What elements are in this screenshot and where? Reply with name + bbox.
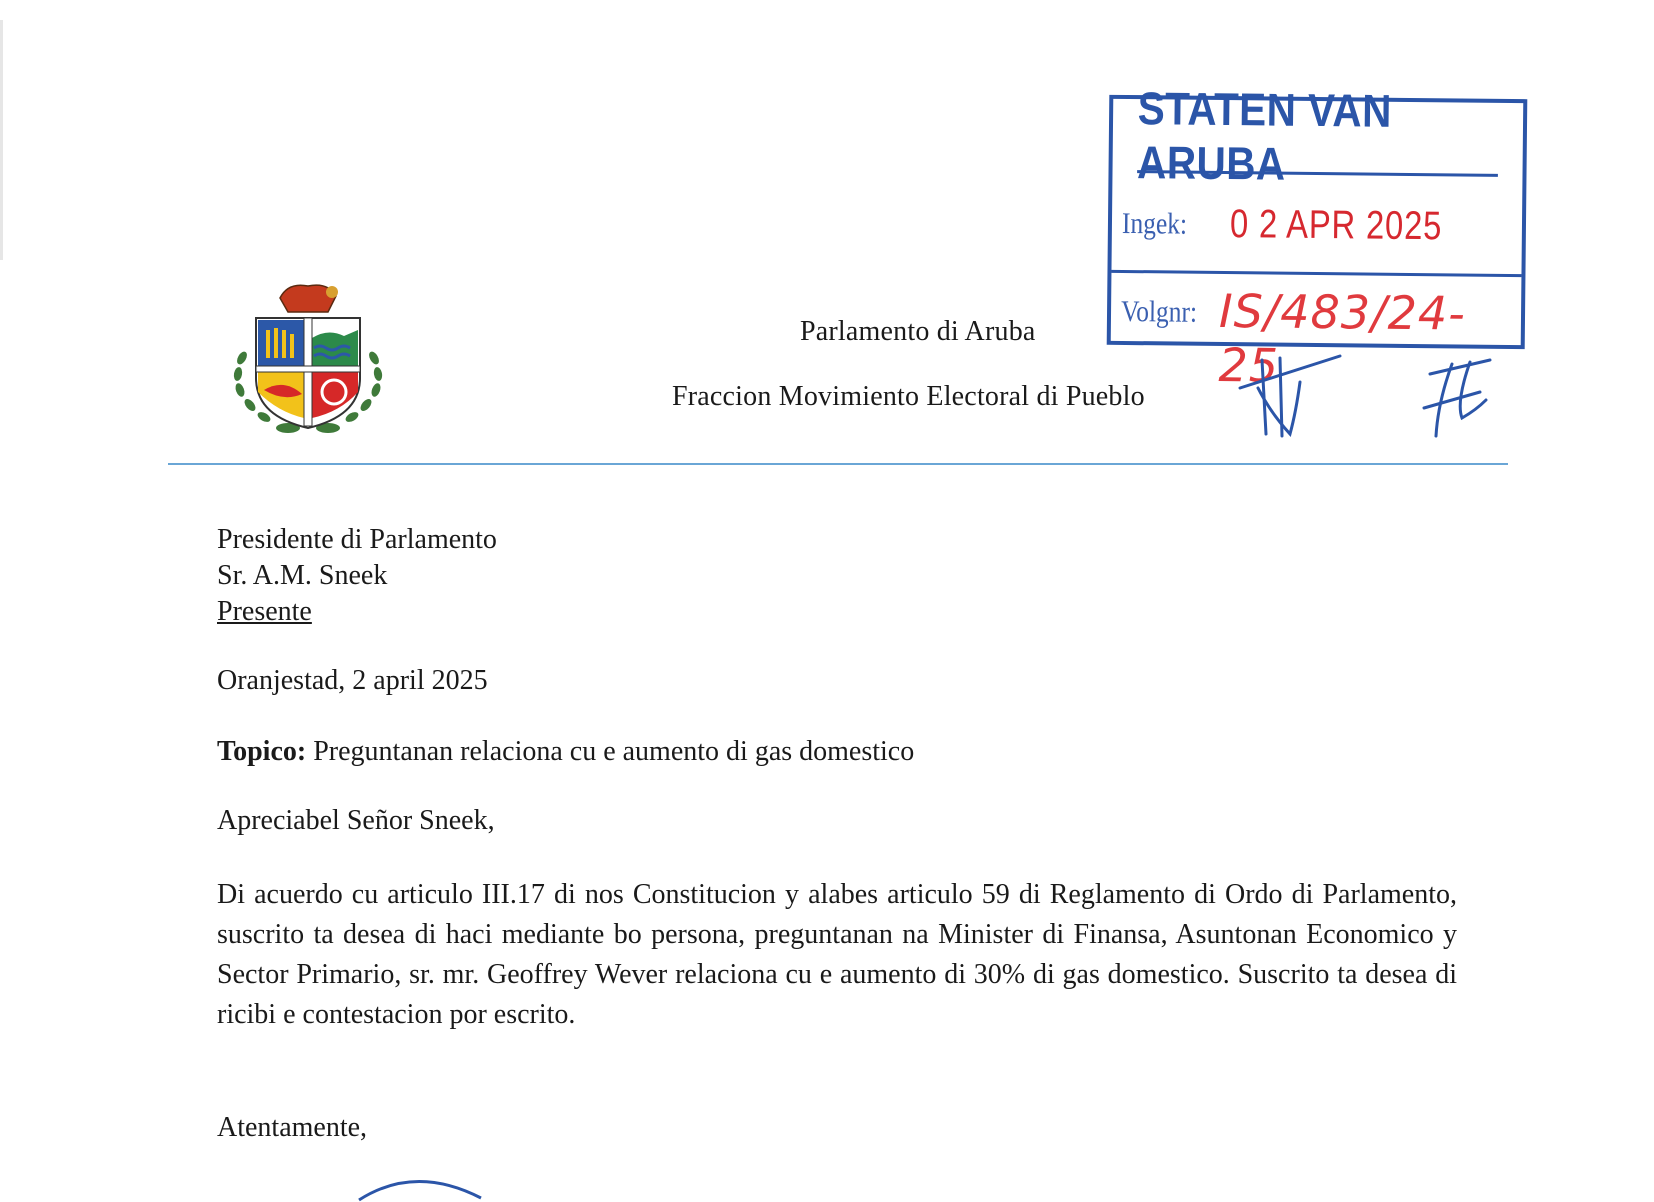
initials-icon (1230, 352, 1530, 442)
stamp-number-label: Volgnr: (1120, 294, 1198, 329)
stamp-received-date: 0 2 APR 2025 (1229, 202, 1443, 249)
faction-name: Fraccion Movimiento Electoral di Pueblo (672, 381, 1145, 412)
stamp-number-row (1111, 273, 1522, 393)
header-divider (168, 463, 1508, 465)
closing: Atentamente, (217, 1112, 368, 1143)
addressee-name: Sr. A.M. Sneek (217, 560, 388, 591)
stamp-number-value: IS/483/24-25 (1218, 283, 1467, 393)
salutation: Apreciabel Señor Sneek, (217, 805, 495, 836)
coat-of-arms-icon (228, 278, 388, 448)
addressee-block (217, 522, 497, 630)
signature-icon (355, 1172, 485, 1202)
addressee-presente: Presente (217, 596, 312, 627)
stamp-title: STATEN VAN ARUBA (1137, 99, 1499, 177)
received-stamp (1107, 81, 1528, 393)
scan-edge (0, 20, 3, 260)
topic-line (217, 734, 914, 769)
topic-label: Topico: (217, 736, 307, 767)
stamp-date-row (1111, 173, 1522, 277)
addressee-title: Presidente di Parlamento (217, 524, 497, 555)
topic-text: Preguntanan relaciona cu e aumento di gas domestico (313, 736, 915, 767)
stamp-received-label: Ingek: (1121, 206, 1188, 241)
organization-name: Parlamento di Aruba (800, 316, 1036, 347)
letter-date: Oranjestad, 2 april 2025 (217, 665, 488, 696)
body-paragraph: Di acuerdo cu articulo III.17 di nos Constitucion y alabes articulo 59 di Reglamento di Ordo di Parlamento, suscrito ta desea di haci mediante bo persona, preguntanan na Minister di Finansa, Asuntonan Economico y Sector Primario, sr. mr. Geoffrey Wever relaciona cu e aumento di 30% di gas domestico. Suscrito ta desea di ricibi e contestacion por escrito. (217, 879, 1457, 1030)
